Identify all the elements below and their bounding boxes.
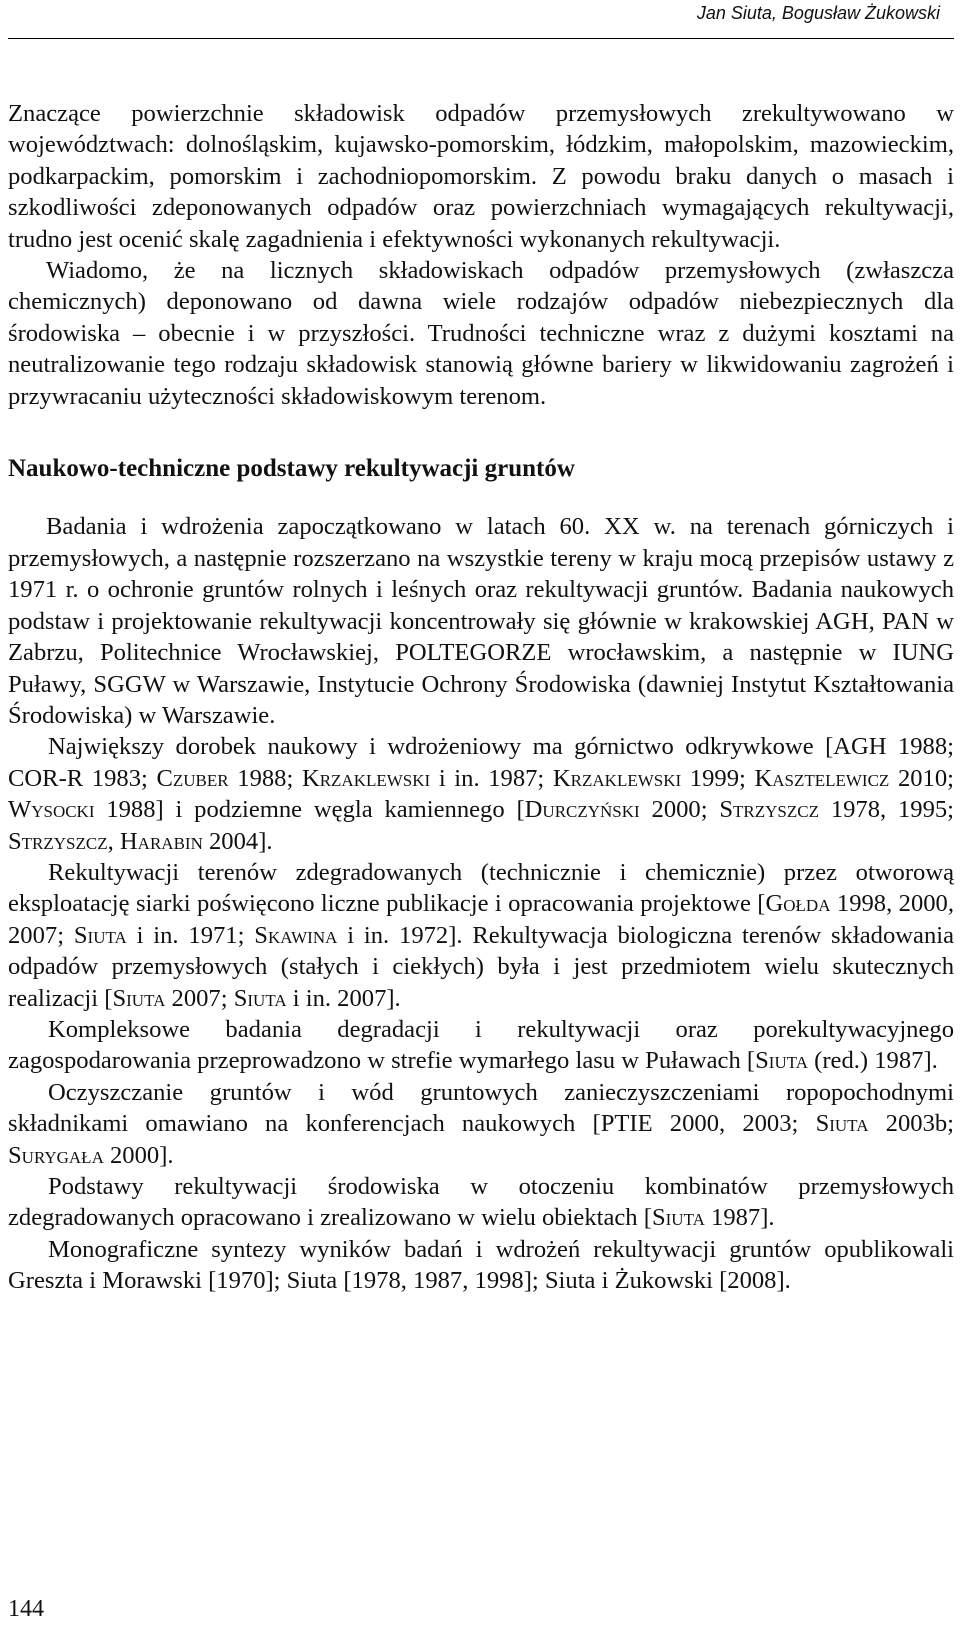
- text: i in. 1971;: [126, 921, 255, 949]
- text: Największy dorobek naukowy i wdrożeniowy ma górnictwo odkrywkowe [AGH 1988; COR-R 1983;: [8, 733, 954, 792]
- text: i in. 1987;: [430, 764, 553, 792]
- citation-author: Siuta: [755, 1047, 809, 1075]
- citation-author: Siuta: [73, 921, 127, 949]
- paragraph-6: [8, 1014, 954, 1077]
- text: 2000;: [639, 796, 720, 824]
- section-heading: Naukowo-techniczne podstawy rekultywacji gruntów: [8, 455, 575, 483]
- text: Rekultywacji terenów zdegradowanych (technicznie i chemicznie) przez otworową eksploatację siarki poświęcono liczne publikacje i opracowania projektowe [: [8, 858, 954, 918]
- paragraph-1: Znaczące powierzchnie składowisk odpadów przemysłowych zrekultywowano w województwach: dolnośląskim, kujawsko-pomorskim, łódzkim, małopolskim, mazowieckim, podkarpackim, pomorskim i zachodniopomorskim. Z powodu braku danych o masach i szkodliwości zdeponowanych odpadów oraz powierzchniach wymagających rekultywacji, trudno jest ocenić skalę zagadnienia i efektywności wykonanych rekultywacji.: [8, 100, 954, 253]
- citation-author: Strzyszcz: [719, 796, 819, 824]
- citation-author: Wysocki: [8, 796, 95, 824]
- header-authors: Jan Siuta, Bogusław Żukowski: [696, 3, 940, 23]
- paragraph-5: [8, 857, 954, 1014]
- text: 2003b;: [868, 1110, 954, 1138]
- article-body: [8, 98, 954, 1297]
- text: 1987].: [704, 1204, 775, 1232]
- paragraph-9: Monograficzne syntezy wyników badań i wdrożeń rekultywacji gruntów opublikowali Greszta i Morawski [1970]; Siuta [1978, 1987, 1998]; Siuta i Żukowski [2008].: [8, 1235, 954, 1295]
- text: Podstawy rekultywacji środowiska w otoczeniu kombinatów przemysłowych zdegradowanych opracowano i zrealizowano w wielu obiektach [: [8, 1173, 954, 1232]
- paragraph-4: [8, 731, 954, 857]
- text: 2010;: [889, 764, 954, 792]
- citation-author: Strzyszcz: [8, 827, 108, 855]
- paragraph-8: [8, 1171, 954, 1234]
- text: Oczyszczanie gruntów i wód gruntowych zanieczyszczeniami ropopochodnymi składnikami omawiano na konferencjach naukowych [PTIE 2000, 2003;: [8, 1078, 954, 1138]
- page-number: 144: [8, 1596, 44, 1622]
- text: 2000].: [103, 1141, 174, 1169]
- citation-author: Siuta: [651, 1204, 705, 1232]
- paragraph-3: Badania i wdrożenia zapoczątkowano w latach 60. XX w. na terenach górniczych i przemysłowych, a następnie rozszerzano na wszystkie tereny w kraju mocą przepisów ustawy z 1971 r. o ochronie gruntów rolnych i leśnych oraz rekultywacji gruntów. Badania naukowych podstaw i projektowanie rekultywacji koncentrowały się głównie w krakowskiej AGH, PAN w Zabrzu, Politechnice Wrocławskiej, POLTEGORZE wrocławskim, a następnie w IUNG Puławy, SGGW w Warszawie, Instytucie Ochrony Środowiska (dawniej Instytut Kształtowania Środowiska) w Warszawie.: [8, 513, 954, 729]
- text: 1988] i podziemne węgla kamiennego [: [94, 796, 525, 824]
- citation-author: Krzaklewski: [301, 764, 431, 792]
- text: 1978, 1995;: [819, 796, 955, 824]
- paragraph-2: Wiadomo, że na licznych składowiskach odpadów przemysłowych (zwłaszcza chemicznych) deponowano od dawna wiele rodzajów odpadów niebezpiecznych dla środowiska – obecnie i w przyszłości. Trudności techniczne wraz z dużymi kosztami na neutralizowanie tego rodzaju składowisk stanowią główne bariery w likwidowaniu zagrożeń i przywracaniu użyteczności składowiskowym terenom.: [8, 257, 954, 410]
- text: 1998, 2000, 2007;: [8, 890, 955, 949]
- text: 2007;: [165, 984, 234, 1012]
- text: i in. 2007].: [286, 984, 401, 1012]
- citation-author: Gołda: [765, 890, 831, 918]
- text: ,: [107, 827, 120, 855]
- citation-author: Durczyński: [524, 796, 640, 824]
- citation-author: Skawina: [254, 921, 338, 949]
- citation-author: Czuber: [156, 764, 229, 792]
- citation-author: Kasztelewicz: [754, 764, 890, 792]
- text: 1999;: [681, 764, 755, 792]
- citation-author: Krzaklewski: [552, 764, 682, 792]
- text: i in. 1972]. Rekultywacja biologiczna terenów składowania odpadów przemysłowych (stałych i ciekłych) była i jest przedmiotem wielu skutecznych realizacji [: [8, 921, 954, 1012]
- text: (red.) 1987].: [808, 1047, 938, 1075]
- citation-author: Surygała: [8, 1141, 104, 1169]
- text: Kompleksowe badania degradacji i rekultywacji oraz porekultywacyjnego zagospodarowania przeprowadzono w strefie wymarłego lasu w Puławach [: [8, 1015, 954, 1075]
- running-header: [8, 0, 954, 39]
- text: 1988;: [228, 764, 302, 792]
- paragraph-7: [8, 1077, 954, 1171]
- citation-author: Siuta: [815, 1110, 869, 1138]
- citation-author: Siuta: [233, 984, 287, 1012]
- citation-author: Siuta: [112, 984, 166, 1012]
- citation-author: Harabin: [119, 827, 203, 855]
- text: 2004].: [202, 827, 273, 855]
